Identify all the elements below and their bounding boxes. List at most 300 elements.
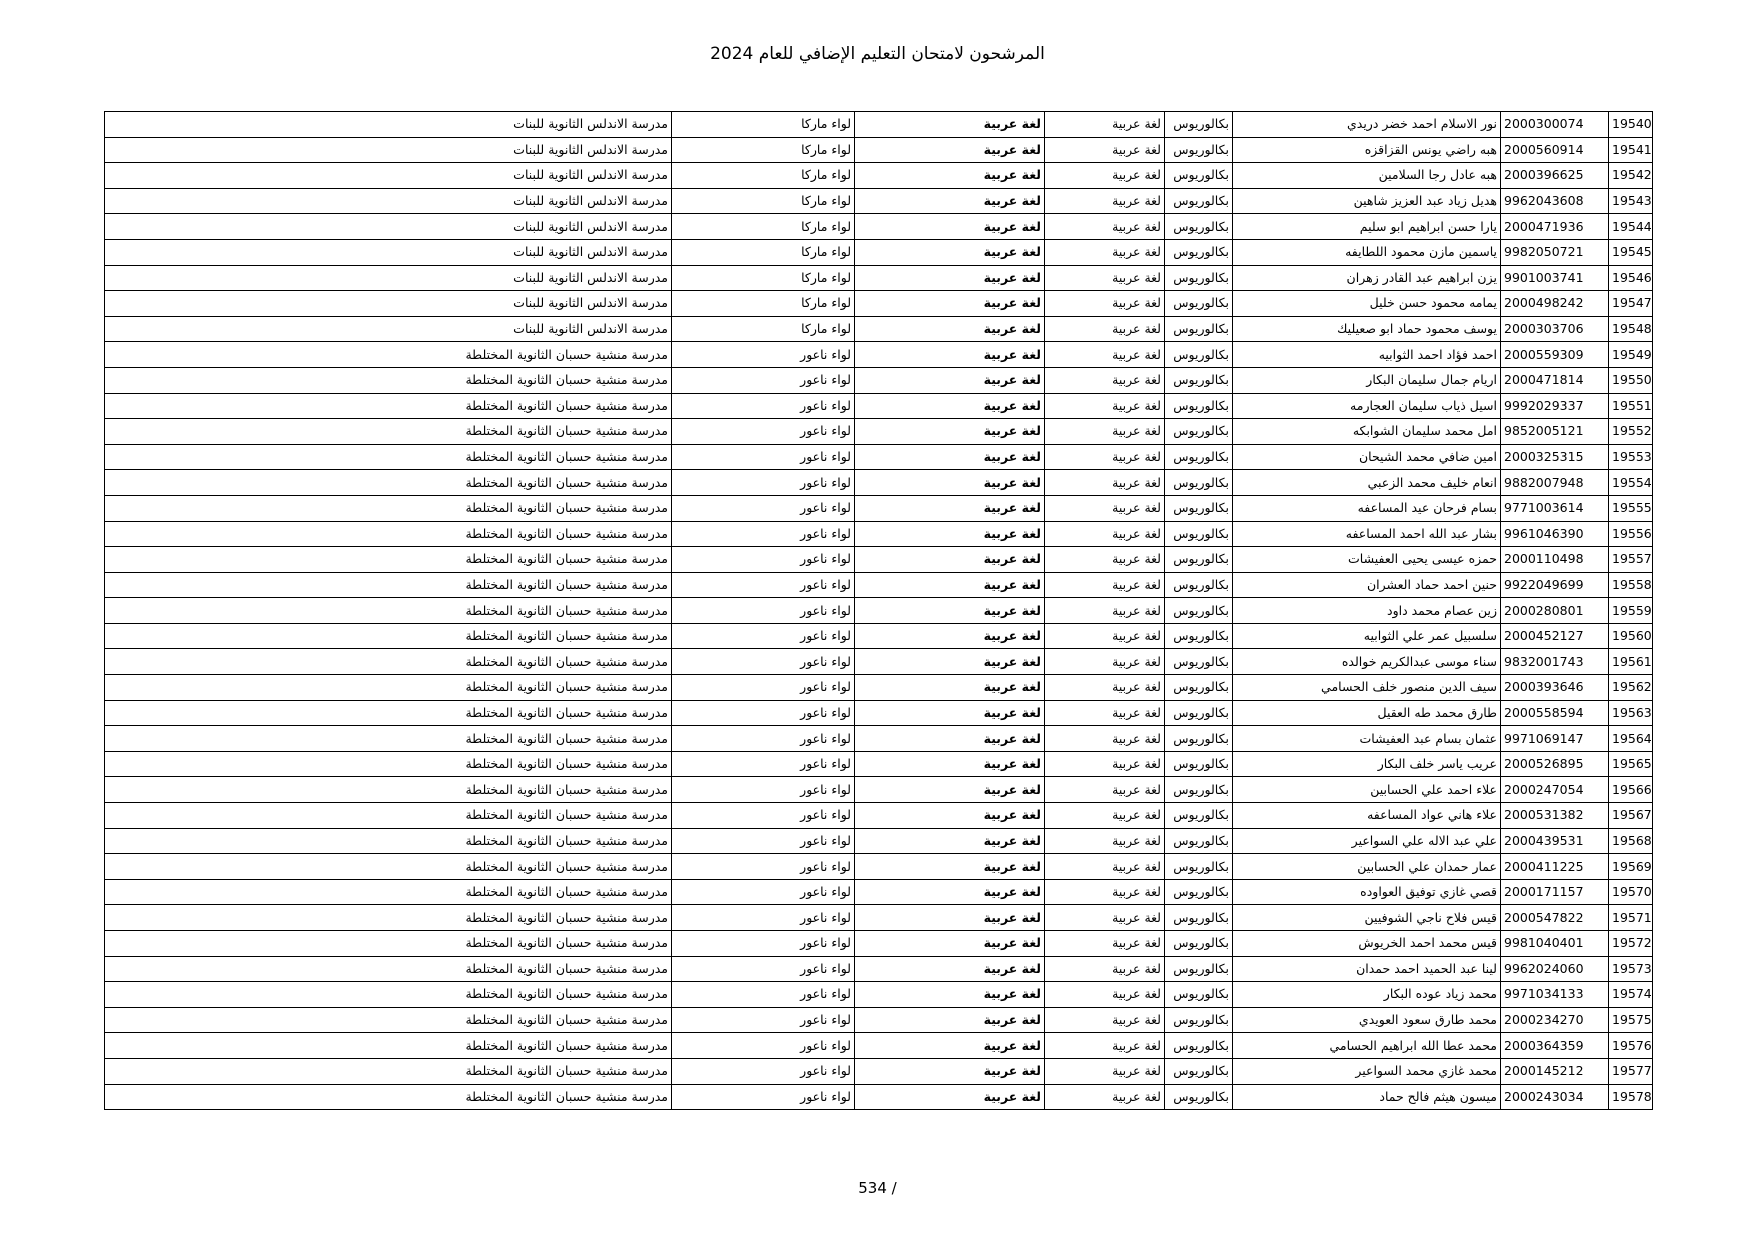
national-id-cell: 2000171157: [1501, 879, 1609, 905]
national-id-cell: 2000526895: [1501, 751, 1609, 777]
row-number-cell: 19547: [1609, 291, 1653, 317]
table-row: [105, 1084, 1653, 1110]
candidate-name-cell: نور الاسلام احمد خضر دريدي: [1233, 112, 1501, 138]
candidate-name-cell: هبه راضي يونس القزاقزه: [1233, 137, 1501, 163]
exam-subject-cell: لغة عربية: [855, 982, 1045, 1008]
district-cell: لواء ماركا: [672, 188, 855, 214]
exam-subject-cell: لغة عربية: [855, 444, 1045, 470]
exam-subject-cell: لغة عربية: [855, 803, 1045, 829]
exam-subject-cell: لغة عربية: [855, 854, 1045, 880]
degree-cell: بكالوريوس: [1165, 1033, 1233, 1059]
row-number-cell: 19564: [1609, 726, 1653, 752]
exam-subject-cell: لغة عربية: [855, 188, 1045, 214]
exam-school-cell: مدرسة منشية حسبان الثانوية المختلطة: [105, 956, 672, 982]
candidate-name-cell: سلسبيل عمر علي الثوابيه: [1233, 623, 1501, 649]
row-number-cell: 19574: [1609, 982, 1653, 1008]
district-cell: لواء ناعور: [672, 1084, 855, 1110]
row-number-cell: 19556: [1609, 521, 1653, 547]
candidate-name-cell: محمد طارق سعود العويدي: [1233, 1007, 1501, 1033]
specialization-cell: لغة عربية: [1045, 879, 1165, 905]
national-id-cell: 9971069147: [1501, 726, 1609, 752]
candidate-name-cell: ياسمين مازن محمود اللطايفه: [1233, 239, 1501, 265]
candidate-name-cell: هبه عادل رجا السلامين: [1233, 163, 1501, 189]
exam-subject-cell: لغة عربية: [855, 470, 1045, 496]
national-id-cell: 2000531382: [1501, 803, 1609, 829]
candidate-name-cell: محمد غازي محمد السواعير: [1233, 1058, 1501, 1084]
table-row: [105, 419, 1653, 445]
specialization-cell: لغة عربية: [1045, 239, 1165, 265]
candidate-name-cell: علي عبد الاله علي السواعير: [1233, 828, 1501, 854]
exam-school-cell: مدرسة الاندلس الثانوية للبنات: [105, 112, 672, 138]
exam-subject-cell: لغة عربية: [855, 547, 1045, 573]
table-row: [105, 342, 1653, 368]
degree-cell: بكالوريوس: [1165, 495, 1233, 521]
district-cell: لواء ماركا: [672, 291, 855, 317]
specialization-cell: لغة عربية: [1045, 675, 1165, 701]
specialization-cell: لغة عربية: [1045, 982, 1165, 1008]
degree-cell: بكالوريوس: [1165, 316, 1233, 342]
specialization-cell: لغة عربية: [1045, 1084, 1165, 1110]
exam-school-cell: مدرسة منشية حسبان الثانوية المختلطة: [105, 444, 672, 470]
candidate-name-cell: طارق محمد طه العقيل: [1233, 700, 1501, 726]
candidate-name-cell: قيس محمد احمد الخريوش: [1233, 931, 1501, 957]
specialization-cell: لغة عربية: [1045, 521, 1165, 547]
degree-cell: بكالوريوس: [1165, 956, 1233, 982]
exam-subject-cell: لغة عربية: [855, 419, 1045, 445]
row-number-cell: 19543: [1609, 188, 1653, 214]
table-row: [105, 879, 1653, 905]
district-cell: لواء ناعور: [672, 521, 855, 547]
degree-cell: بكالوريوس: [1165, 931, 1233, 957]
exam-school-cell: مدرسة منشية حسبان الثانوية المختلطة: [105, 854, 672, 880]
national-id-cell: 2000303706: [1501, 316, 1609, 342]
exam-school-cell: مدرسة منشية حسبان الثانوية المختلطة: [105, 495, 672, 521]
exam-school-cell: مدرسة منشية حسبان الثانوية المختلطة: [105, 470, 672, 496]
national-id-cell: 9771003614: [1501, 495, 1609, 521]
degree-cell: بكالوريوس: [1165, 777, 1233, 803]
district-cell: لواء ناعور: [672, 419, 855, 445]
page-number: 534 /: [858, 1179, 897, 1197]
row-number-cell: 19549: [1609, 342, 1653, 368]
district-cell: لواء ناعور: [672, 931, 855, 957]
exam-subject-cell: لغة عربية: [855, 726, 1045, 752]
exam-school-cell: مدرسة الاندلس الثانوية للبنات: [105, 239, 672, 265]
exam-school-cell: مدرسة منشية حسبان الثانوية المختلطة: [105, 1084, 672, 1110]
exam-school-cell: مدرسة منشية حسبان الثانوية المختلطة: [105, 931, 672, 957]
national-id-cell: 9961046390: [1501, 521, 1609, 547]
candidate-name-cell: قصي غازي توفيق العواوده: [1233, 879, 1501, 905]
degree-cell: بكالوريوس: [1165, 239, 1233, 265]
district-cell: لواء ناعور: [672, 1007, 855, 1033]
candidate-name-cell: زين عصام محمد داود: [1233, 598, 1501, 624]
exam-school-cell: مدرسة منشية حسبان الثانوية المختلطة: [105, 598, 672, 624]
row-number-cell: 19545: [1609, 239, 1653, 265]
degree-cell: بكالوريوس: [1165, 1007, 1233, 1033]
district-cell: لواء ناعور: [672, 444, 855, 470]
table-row: [105, 188, 1653, 214]
exam-subject-cell: لغة عربية: [855, 1033, 1045, 1059]
degree-cell: بكالوريوس: [1165, 598, 1233, 624]
candidate-name-cell: امين ضافي محمد الشيحان: [1233, 444, 1501, 470]
candidate-name-cell: سيف الدين منصور خلف الحسامي: [1233, 675, 1501, 701]
exam-school-cell: مدرسة منشية حسبان الثانوية المختلطة: [105, 751, 672, 777]
specialization-cell: لغة عربية: [1045, 265, 1165, 291]
specialization-cell: لغة عربية: [1045, 112, 1165, 138]
row-number-cell: 19541: [1609, 137, 1653, 163]
national-id-cell: 2000280801: [1501, 598, 1609, 624]
row-number-cell: 19567: [1609, 803, 1653, 829]
candidate-name-cell: امل محمد سليمان الشوابكه: [1233, 419, 1501, 445]
candidate-name-cell: اريام جمال سليمان البكار: [1233, 367, 1501, 393]
national-id-cell: 2000558594: [1501, 700, 1609, 726]
district-cell: لواء ناعور: [672, 1058, 855, 1084]
specialization-cell: لغة عربية: [1045, 751, 1165, 777]
district-cell: لواء ناعور: [672, 905, 855, 931]
row-number-cell: 19562: [1609, 675, 1653, 701]
row-number-cell: 19565: [1609, 751, 1653, 777]
candidate-name-cell: حنين احمد حماد العشران: [1233, 572, 1501, 598]
district-cell: لواء ماركا: [672, 163, 855, 189]
national-id-cell: 2000393646: [1501, 675, 1609, 701]
candidate-name-cell: ميسون هيثم فالح حماد: [1233, 1084, 1501, 1110]
degree-cell: بكالوريوس: [1165, 265, 1233, 291]
exam-subject-cell: لغة عربية: [855, 777, 1045, 803]
table-row: [105, 1007, 1653, 1033]
exam-school-cell: مدرسة منشية حسبان الثانوية المختلطة: [105, 803, 672, 829]
specialization-cell: لغة عربية: [1045, 777, 1165, 803]
table-row: [105, 931, 1653, 957]
specialization-cell: لغة عربية: [1045, 572, 1165, 598]
degree-cell: بكالوريوس: [1165, 751, 1233, 777]
exam-subject-cell: لغة عربية: [855, 1084, 1045, 1110]
degree-cell: بكالوريوس: [1165, 1084, 1233, 1110]
degree-cell: بكالوريوس: [1165, 214, 1233, 240]
candidate-name-cell: محمد زياد عوده البكار: [1233, 982, 1501, 1008]
specialization-cell: لغة عربية: [1045, 649, 1165, 675]
specialization-cell: لغة عربية: [1045, 1058, 1165, 1084]
table-row: [105, 470, 1653, 496]
district-cell: لواء ناعور: [672, 572, 855, 598]
row-number-cell: 19568: [1609, 828, 1653, 854]
row-number-cell: 19571: [1609, 905, 1653, 931]
exam-school-cell: مدرسة منشية حسبان الثانوية المختلطة: [105, 547, 672, 573]
district-cell: لواء ناعور: [672, 1033, 855, 1059]
exam-subject-cell: لغة عربية: [855, 572, 1045, 598]
exam-subject-cell: لغة عربية: [855, 163, 1045, 189]
national-id-cell: 2000560914: [1501, 137, 1609, 163]
district-cell: لواء ناعور: [672, 623, 855, 649]
exam-subject-cell: لغة عربية: [855, 956, 1045, 982]
specialization-cell: لغة عربية: [1045, 393, 1165, 419]
exam-school-cell: مدرسة منشية حسبان الثانوية المختلطة: [105, 342, 672, 368]
exam-subject-cell: لغة عربية: [855, 623, 1045, 649]
candidate-name-cell: حمزه عيسى يحيى العفيشات: [1233, 547, 1501, 573]
row-number-cell: 19577: [1609, 1058, 1653, 1084]
row-number-cell: 19555: [1609, 495, 1653, 521]
table-row: [105, 700, 1653, 726]
row-number-cell: 19559: [1609, 598, 1653, 624]
district-cell: لواء ماركا: [672, 239, 855, 265]
specialization-cell: لغة عربية: [1045, 342, 1165, 368]
exam-school-cell: مدرسة الاندلس الثانوية للبنات: [105, 214, 672, 240]
row-number-cell: 19557: [1609, 547, 1653, 573]
district-cell: لواء ناعور: [672, 982, 855, 1008]
candidate-name-cell: هديل زياد عبد العزيز شاهين: [1233, 188, 1501, 214]
district-cell: لواء ماركا: [672, 137, 855, 163]
table-row: [105, 137, 1653, 163]
exam-subject-cell: لغة عربية: [855, 495, 1045, 521]
table-row: [105, 726, 1653, 752]
degree-cell: بكالوريوس: [1165, 649, 1233, 675]
exam-subject-cell: لغة عربية: [855, 879, 1045, 905]
specialization-cell: لغة عربية: [1045, 956, 1165, 982]
candidate-name-cell: عثمان بسام عبد العفيشات: [1233, 726, 1501, 752]
row-number-cell: 19563: [1609, 700, 1653, 726]
table-row: [105, 239, 1653, 265]
candidate-name-cell: بشار عبد الله احمد المساعفه: [1233, 521, 1501, 547]
district-cell: لواء ناعور: [672, 495, 855, 521]
district-cell: لواء ماركا: [672, 316, 855, 342]
national-id-cell: 9882007948: [1501, 470, 1609, 496]
table-row: [105, 854, 1653, 880]
exam-subject-cell: لغة عربية: [855, 1007, 1045, 1033]
district-cell: لواء ماركا: [672, 265, 855, 291]
degree-cell: بكالوريوس: [1165, 393, 1233, 419]
candidate-name-cell: محمد عطا الله ابراهيم الحسامي: [1233, 1033, 1501, 1059]
exam-subject-cell: لغة عربية: [855, 316, 1045, 342]
exam-subject-cell: لغة عربية: [855, 393, 1045, 419]
degree-cell: بكالوريوس: [1165, 188, 1233, 214]
national-id-cell: 2000247054: [1501, 777, 1609, 803]
degree-cell: بكالوريوس: [1165, 879, 1233, 905]
district-cell: لواء ناعور: [672, 751, 855, 777]
specialization-cell: لغة عربية: [1045, 854, 1165, 880]
national-id-cell: 2000471936: [1501, 214, 1609, 240]
table-row: [105, 291, 1653, 317]
exam-subject-cell: لغة عربية: [855, 828, 1045, 854]
national-id-cell: 9922049699: [1501, 572, 1609, 598]
exam-school-cell: مدرسة منشية حسبان الثانوية المختلطة: [105, 521, 672, 547]
candidate-name-cell: قيس فلاح ناجي الشوفيين: [1233, 905, 1501, 931]
exam-subject-cell: لغة عربية: [855, 239, 1045, 265]
district-cell: لواء ناعور: [672, 726, 855, 752]
candidate-name-cell: بسام فرحان عيد المساعفه: [1233, 495, 1501, 521]
district-cell: لواء ناعور: [672, 342, 855, 368]
table-row: [105, 751, 1653, 777]
national-id-cell: 2000452127: [1501, 623, 1609, 649]
table-row: [105, 803, 1653, 829]
exam-subject-cell: لغة عربية: [855, 265, 1045, 291]
exam-school-cell: مدرسة منشية حسبان الثانوية المختلطة: [105, 367, 672, 393]
table-row: [105, 675, 1653, 701]
national-id-cell: 9971034133: [1501, 982, 1609, 1008]
candidates-table: [104, 111, 1653, 1110]
specialization-cell: لغة عربية: [1045, 214, 1165, 240]
candidate-name-cell: اسيل ذياب سليمان العجارمه: [1233, 393, 1501, 419]
table-row: [105, 982, 1653, 1008]
candidate-name-cell: يمامه محمود حسن خليل: [1233, 291, 1501, 317]
table-row: [105, 905, 1653, 931]
exam-school-cell: مدرسة منشية حسبان الثانوية المختلطة: [105, 905, 672, 931]
row-number-cell: 19544: [1609, 214, 1653, 240]
national-id-cell: 9832001743: [1501, 649, 1609, 675]
exam-school-cell: مدرسة منشية حسبان الثانوية المختلطة: [105, 393, 672, 419]
exam-subject-cell: لغة عربية: [855, 137, 1045, 163]
table-row: [105, 265, 1653, 291]
exam-school-cell: مدرسة منشية حسبان الثانوية المختلطة: [105, 419, 672, 445]
exam-school-cell: مدرسة منشية حسبان الثانوية المختلطة: [105, 828, 672, 854]
specialization-cell: لغة عربية: [1045, 547, 1165, 573]
degree-cell: بكالوريوس: [1165, 419, 1233, 445]
row-number-cell: 19570: [1609, 879, 1653, 905]
degree-cell: بكالوريوس: [1165, 470, 1233, 496]
row-number-cell: 19552: [1609, 419, 1653, 445]
table-row: [105, 623, 1653, 649]
exam-school-cell: مدرسة منشية حسبان الثانوية المختلطة: [105, 726, 672, 752]
exam-subject-cell: لغة عربية: [855, 214, 1045, 240]
exam-subject-cell: لغة عربية: [855, 1058, 1045, 1084]
district-cell: لواء ناعور: [672, 598, 855, 624]
degree-cell: بكالوريوس: [1165, 342, 1233, 368]
national-id-cell: 2000145212: [1501, 1058, 1609, 1084]
candidate-name-cell: يوسف محمود حماد ابو صعيليك: [1233, 316, 1501, 342]
exam-school-cell: مدرسة منشية حسبان الثانوية المختلطة: [105, 623, 672, 649]
exam-school-cell: مدرسة منشية حسبان الثانوية المختلطة: [105, 1007, 672, 1033]
specialization-cell: لغة عربية: [1045, 137, 1165, 163]
degree-cell: بكالوريوس: [1165, 112, 1233, 138]
district-cell: لواء ناعور: [672, 803, 855, 829]
exam-subject-cell: لغة عربية: [855, 905, 1045, 931]
specialization-cell: لغة عربية: [1045, 700, 1165, 726]
exam-school-cell: مدرسة منشية حسبان الثانوية المختلطة: [105, 649, 672, 675]
table-row: [105, 828, 1653, 854]
national-id-cell: 2000547822: [1501, 905, 1609, 931]
district-cell: لواء ماركا: [672, 214, 855, 240]
district-cell: لواء ناعور: [672, 854, 855, 880]
exam-subject-cell: لغة عربية: [855, 675, 1045, 701]
specialization-cell: لغة عربية: [1045, 419, 1165, 445]
degree-cell: بكالوريوس: [1165, 521, 1233, 547]
exam-school-cell: مدرسة منشية حسبان الثانوية المختلطة: [105, 1033, 672, 1059]
table-body: [105, 112, 1653, 1110]
national-id-cell: 2000234270: [1501, 1007, 1609, 1033]
table-row: [105, 521, 1653, 547]
exam-school-cell: مدرسة الاندلس الثانوية للبنات: [105, 265, 672, 291]
degree-cell: بكالوريوس: [1165, 854, 1233, 880]
district-cell: لواء ناعور: [672, 547, 855, 573]
candidate-name-cell: يزن ابراهيم عبد القادر زهران: [1233, 265, 1501, 291]
degree-cell: بكالوريوس: [1165, 905, 1233, 931]
candidate-name-cell: عريب ياسر خلف البكار: [1233, 751, 1501, 777]
national-id-cell: 9981040401: [1501, 931, 1609, 957]
table-row: [105, 777, 1653, 803]
page-title: المرشحون لامتحان التعليم الإضافي للعام 2024: [710, 44, 1045, 64]
exam-school-cell: مدرسة منشية حسبان الثانوية المختلطة: [105, 982, 672, 1008]
table-row: [105, 547, 1653, 573]
national-id-cell: 9962043608: [1501, 188, 1609, 214]
candidate-name-cell: انعام خليف محمد الزعبي: [1233, 470, 1501, 496]
candidate-name-cell: لينا عبد الحميد احمد حمدان: [1233, 956, 1501, 982]
candidate-name-cell: سناء موسى عبدالكريم خوالده: [1233, 649, 1501, 675]
degree-cell: بكالوريوس: [1165, 444, 1233, 470]
exam-school-cell: مدرسة منشية حسبان الثانوية المختلطة: [105, 879, 672, 905]
table-row: [105, 956, 1653, 982]
row-number-cell: 19560: [1609, 623, 1653, 649]
exam-subject-cell: لغة عربية: [855, 521, 1045, 547]
table-row: [105, 1033, 1653, 1059]
exam-school-cell: مدرسة الاندلس الثانوية للبنات: [105, 316, 672, 342]
national-id-cell: 9962024060: [1501, 956, 1609, 982]
specialization-cell: لغة عربية: [1045, 828, 1165, 854]
table-row: [105, 393, 1653, 419]
specialization-cell: لغة عربية: [1045, 598, 1165, 624]
district-cell: لواء ناعور: [672, 828, 855, 854]
row-number-cell: 19540: [1609, 112, 1653, 138]
row-number-cell: 19578: [1609, 1084, 1653, 1110]
specialization-cell: لغة عربية: [1045, 905, 1165, 931]
district-cell: لواء ناعور: [672, 470, 855, 496]
row-number-cell: 19558: [1609, 572, 1653, 598]
candidate-name-cell: يارا حسن ابراهيم ابو سليم: [1233, 214, 1501, 240]
table-row: [105, 598, 1653, 624]
degree-cell: بكالوريوس: [1165, 547, 1233, 573]
district-cell: لواء ناعور: [672, 675, 855, 701]
exam-school-cell: مدرسة منشية حسبان الثانوية المختلطة: [105, 572, 672, 598]
specialization-cell: لغة عربية: [1045, 495, 1165, 521]
exam-subject-cell: لغة عربية: [855, 598, 1045, 624]
specialization-cell: لغة عربية: [1045, 1033, 1165, 1059]
candidate-name-cell: علاء هاني عواد المساعفه: [1233, 803, 1501, 829]
row-number-cell: 19566: [1609, 777, 1653, 803]
exam-school-cell: مدرسة الاندلس الثانوية للبنات: [105, 291, 672, 317]
exam-school-cell: مدرسة منشية حسبان الثانوية المختلطة: [105, 777, 672, 803]
exam-school-cell: مدرسة الاندلس الثانوية للبنات: [105, 188, 672, 214]
degree-cell: بكالوريوس: [1165, 291, 1233, 317]
district-cell: لواء ناعور: [672, 700, 855, 726]
table-row: [105, 163, 1653, 189]
row-number-cell: 19576: [1609, 1033, 1653, 1059]
district-cell: لواء ناعور: [672, 777, 855, 803]
degree-cell: بكالوريوس: [1165, 623, 1233, 649]
specialization-cell: لغة عربية: [1045, 623, 1165, 649]
specialization-cell: لغة عربية: [1045, 316, 1165, 342]
specialization-cell: لغة عربية: [1045, 291, 1165, 317]
national-id-cell: 9901003741: [1501, 265, 1609, 291]
row-number-cell: 19573: [1609, 956, 1653, 982]
table-row: [105, 367, 1653, 393]
exam-school-cell: مدرسة منشية حسبان الثانوية المختلطة: [105, 675, 672, 701]
national-id-cell: 2000498242: [1501, 291, 1609, 317]
row-number-cell: 19542: [1609, 163, 1653, 189]
table-row: [105, 112, 1653, 138]
national-id-cell: 2000559309: [1501, 342, 1609, 368]
district-cell: لواء ناعور: [672, 879, 855, 905]
exam-school-cell: مدرسة الاندلس الثانوية للبنات: [105, 163, 672, 189]
table-row: [105, 649, 1653, 675]
row-number-cell: 19551: [1609, 393, 1653, 419]
exam-school-cell: مدرسة الاندلس الثانوية للبنات: [105, 137, 672, 163]
row-number-cell: 19546: [1609, 265, 1653, 291]
national-id-cell: 2000411225: [1501, 854, 1609, 880]
exam-subject-cell: لغة عربية: [855, 931, 1045, 957]
district-cell: لواء ماركا: [672, 112, 855, 138]
district-cell: لواء ناعور: [672, 956, 855, 982]
national-id-cell: 2000243034: [1501, 1084, 1609, 1110]
national-id-cell: 2000110498: [1501, 547, 1609, 573]
national-id-cell: 9852005121: [1501, 419, 1609, 445]
table-row: [105, 214, 1653, 240]
national-id-cell: 9992029337: [1501, 393, 1609, 419]
